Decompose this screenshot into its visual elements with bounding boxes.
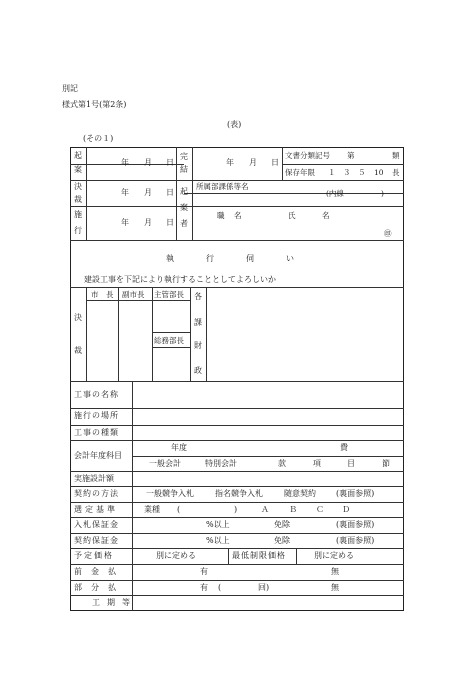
seko-year: 年 — [121, 218, 129, 227]
gyoshu-paren-open: ( — [177, 505, 181, 514]
min-price-label: 最低制限価格 — [232, 551, 286, 560]
min-price-separately: 別に定める — [314, 551, 354, 560]
contract-method-label: 契約の方法 — [74, 489, 119, 498]
kiansha-label-1: 起 — [180, 187, 188, 196]
bid-deposit-label: 入札保証金 — [74, 520, 119, 529]
vice-mayor-label: 副市長 — [122, 290, 145, 299]
setsu-label: 節 — [382, 459, 390, 468]
ka-label-2: 課 — [194, 318, 202, 327]
retention-5: ５ — [358, 168, 366, 177]
approval-kessai-2: 裁 — [74, 346, 82, 355]
zai-label-2: 政 — [194, 366, 202, 375]
chief-director-label: 主管部長 — [154, 290, 184, 299]
naisen-label: (内線 — [326, 189, 344, 198]
retention-1: １ — [328, 168, 336, 177]
grade-d: Ｄ — [342, 505, 350, 514]
grade-c: Ｃ — [316, 505, 324, 514]
betsuki-label: 別記 — [62, 84, 78, 93]
form-number: 様式第1号(第2条) — [62, 100, 127, 109]
kanketsu-label-1: 完 — [180, 152, 188, 161]
accounting-label: 会計年度科目 — [74, 451, 122, 460]
gyoshu-label: 業種 — [144, 505, 160, 514]
position-label-1: 職 — [217, 211, 225, 220]
kian-year: 年 — [121, 158, 129, 167]
bubun-nashi: 無 — [331, 583, 339, 592]
kouki-label: 工期等 — [92, 598, 137, 607]
maekin-ari: 有 — [200, 567, 208, 576]
contract-ref: (裏面参照) — [336, 536, 375, 545]
position-label-2: 名 — [234, 211, 242, 220]
maekin-label: 前金払 — [74, 567, 125, 576]
kessai-month: 月 — [144, 188, 152, 197]
kanketsu-year: 年 — [226, 158, 234, 167]
gyoshu-paren-close: ) — [234, 505, 238, 514]
contract-exempt: 免除 — [274, 536, 290, 545]
retention-label: 保存年限 — [285, 168, 315, 177]
kian-label-2: 案 — [74, 165, 82, 174]
nendo-label: 年度 — [171, 443, 187, 452]
kou-label: 項 — [313, 459, 321, 468]
seko-day: 日 — [166, 218, 174, 227]
kessai-year: 年 — [121, 188, 129, 197]
exec-request-text: 建設工事を下記により執行することとしてよろしいか — [84, 275, 276, 284]
kian-label-1: 起 — [74, 151, 82, 160]
dept-label: 所属部課係等名 — [196, 182, 249, 191]
kiansha-label-3: 者 — [180, 219, 188, 228]
grade-a: Ａ — [261, 505, 269, 514]
hi-label: 費 — [340, 443, 348, 452]
exec-char-2: 行 — [206, 254, 214, 263]
bubun-paren-open: ( — [218, 583, 222, 592]
name-label-2: 名 — [322, 211, 330, 220]
retention-3: ３ — [343, 168, 351, 177]
exec-char-1: 執 — [166, 254, 174, 263]
bid-pct-over: %以上 — [206, 520, 230, 529]
kiansha-label-2: 案 — [180, 203, 188, 212]
approval-kessai-1: 決 — [74, 313, 82, 322]
design-amount-label: 実施設計額 — [74, 474, 114, 483]
seko-month: 月 — [144, 218, 152, 227]
maekin-nashi: 無 — [331, 567, 339, 576]
exec-char-3: 伺 — [246, 254, 254, 263]
kian-day: 日 — [166, 158, 174, 167]
kanketsu-label-2: 結 — [180, 165, 188, 174]
kessai-day: 日 — [166, 188, 174, 197]
bid-exempt: 免除 — [274, 520, 290, 529]
cm-designated: 指名競争入札 — [215, 489, 263, 498]
kanketsu-month: 月 — [249, 158, 257, 167]
bubun-label: 部分払 — [74, 583, 125, 592]
est-price-label: 予定価格 — [74, 551, 114, 560]
kouji-name-label: 工事の名称 — [74, 390, 119, 399]
kanketsu-day: 日 — [271, 158, 279, 167]
cm-private: 随意契約 — [284, 489, 316, 498]
cm-general: 一般競争入札 — [146, 489, 194, 498]
ippan-label: 一般会計 — [149, 459, 181, 468]
mayor-label: 市 長 — [91, 290, 114, 299]
kessai-label-2: 裁 — [74, 195, 82, 204]
contract-pct-over: %以上 — [206, 536, 230, 545]
ka-label-1: 各 — [194, 292, 202, 301]
doc-code-label: 文書分類記号 — [285, 151, 330, 160]
sono-label: (その１) — [83, 134, 114, 143]
doc-code-dai: 第 — [347, 151, 355, 160]
retention-10: 10 — [374, 168, 384, 177]
retention-long: 長 — [392, 168, 400, 177]
est-price-separately: 別に定める — [156, 551, 196, 560]
soumu-director-label: 総務部長 — [154, 336, 184, 345]
doc-code-rui: 類 — [392, 151, 400, 160]
seko-place-label: 施行の場所 — [74, 411, 119, 420]
kouji-type-label: 工事の種類 — [74, 428, 119, 437]
exec-char-4: い — [286, 254, 294, 263]
naisen-close: ) — [381, 189, 384, 198]
zai-label-1: 財 — [194, 341, 202, 350]
kian-month: 月 — [144, 158, 152, 167]
cm-ref: (裏面参照) — [336, 489, 375, 498]
omote-label: (表) — [227, 120, 242, 129]
seko-label-1: 施 — [74, 210, 82, 219]
moku-label: 目 — [347, 459, 355, 468]
kessai-label-1: 決 — [74, 182, 82, 191]
selection-label: 選定基準 — [74, 505, 118, 514]
contract-deposit-label: 契約保証金 — [74, 536, 119, 545]
tokubetsu-label: 特別会計 — [205, 459, 237, 468]
seko-label-2: 行 — [74, 226, 82, 235]
name-label-1: 氏 — [288, 211, 296, 220]
seal-mark: ㊞ — [384, 229, 392, 238]
bubun-kai: 回) — [258, 583, 270, 592]
grade-b: Ｂ — [289, 505, 297, 514]
kan-label: 款 — [278, 459, 286, 468]
bubun-ari: 有 — [200, 583, 208, 592]
bid-ref: (裏面参照) — [336, 520, 375, 529]
